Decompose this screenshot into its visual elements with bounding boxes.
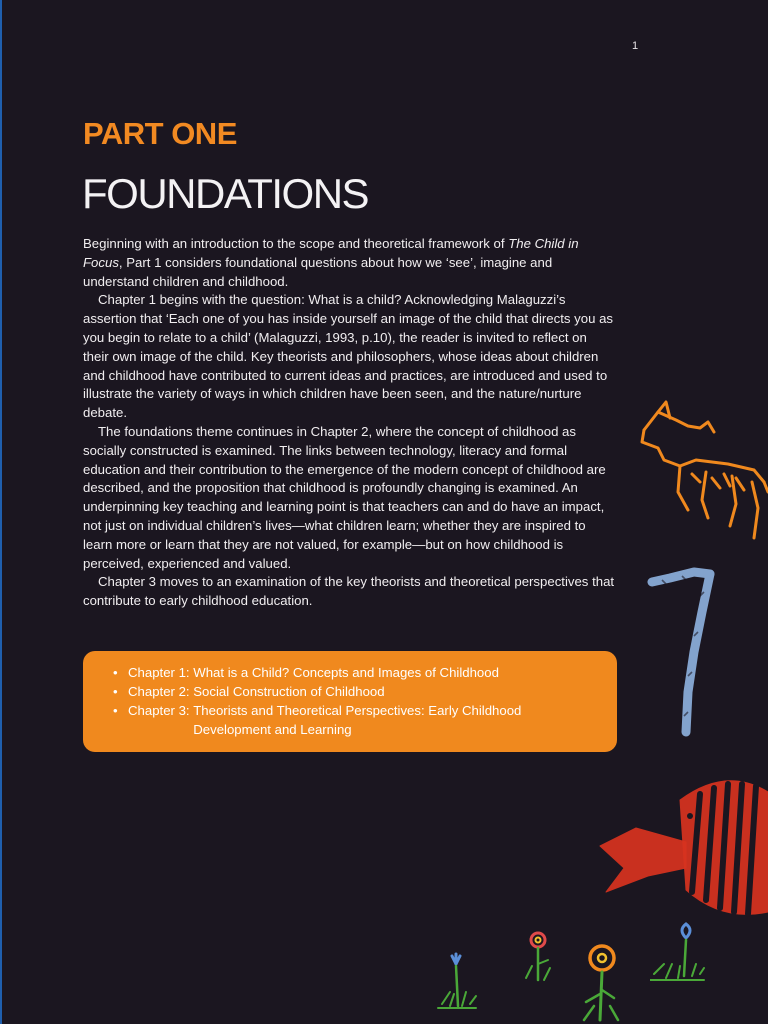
intro-paragraph-4: Chapter 3 moves to an examination of the key theorists and theoretical perspectives that contribute to early childhood education. <box>83 574 615 609</box>
chapter-item <box>113 663 601 682</box>
chalk-flower-blue-drawing <box>650 920 706 990</box>
part-title: FOUNDATIONS <box>82 170 369 217</box>
book-title: The Child in Focus <box>83 236 579 270</box>
page-edge-line <box>0 0 2 1024</box>
part-label: PART ONE <box>83 116 237 151</box>
chapter-item <box>113 701 601 739</box>
intro-p1-end: , Part 1 considers foundational questions about how we ‘see’, imagine and understand children and childhood. <box>83 254 553 289</box>
chapter-number: Chapter 1: <box>128 665 194 680</box>
bullet-icon: • <box>113 684 118 699</box>
chalk-dog-drawing <box>636 400 768 545</box>
bullet-icon: • <box>113 665 118 680</box>
page-number: 1 <box>632 40 639 52</box>
chalk-flower-red-drawing <box>522 928 556 988</box>
intro-paragraph-1 <box>83 235 615 291</box>
intro-paragraph-3: The foundations theme continues in Chapter 2, where the concept of childhood as socially constructed is examined. The links between technology, literacy and formal education and their contribution to the emergence of the modern concept of childhood are described, and the proposition that childhood is profoundly changing is examined. An underpinning key teaching and learning point is that teachers can and do have an impact, not just on individual children’s lives—what children learn; whether they are inspired to learn more or learn that they are not valued, for example—but on how childhood is perceived, experienced and valued. <box>83 423 606 571</box>
chalk-flower-blue-small-drawing <box>436 952 480 1024</box>
chalk-number-seven-drawing <box>642 562 722 752</box>
intro-text <box>83 235 615 611</box>
chapter-list <box>83 651 617 739</box>
chapter-list-box <box>83 651 617 752</box>
fish-eye-icon <box>687 813 693 819</box>
chapter-number: Chapter 3: <box>128 703 194 718</box>
chalk-fish-drawing <box>596 772 768 932</box>
chapter-title: Social Construction of Childhood <box>193 684 385 699</box>
bullet-icon: • <box>113 703 118 718</box>
intro-paragraph-2: Chapter 1 begins with the question: What is a child? Acknowledging Malaguzzi’s assertion that ‘Each one of you has inside yourself an image of the child that directs you as you begin to relate to a child’ (Malaguzzi, 1993, p.10), the reader is invited to reflect on their own image of the child. Key theorists and philosophers, whose ideas about children and childhood have contributed to current ideas and practices, are introduced and used to illustrate the variety of ways in which children have been seen, and the nature/nurture debate. <box>83 292 614 421</box>
intro-p1-start: Beginning with an introduction to the scope and theoretical framework of <box>83 236 509 251</box>
chapter-number: Chapter 2: <box>128 684 194 699</box>
chapter-title: Theorists and Theoretical Perspectives: Early Childhood Development and Learning <box>193 703 522 737</box>
chapter-title: What is a Child? Concepts and Images of Childhood <box>193 665 499 680</box>
chalk-flower-orange-drawing <box>578 940 628 1024</box>
chapter-item <box>113 682 601 701</box>
